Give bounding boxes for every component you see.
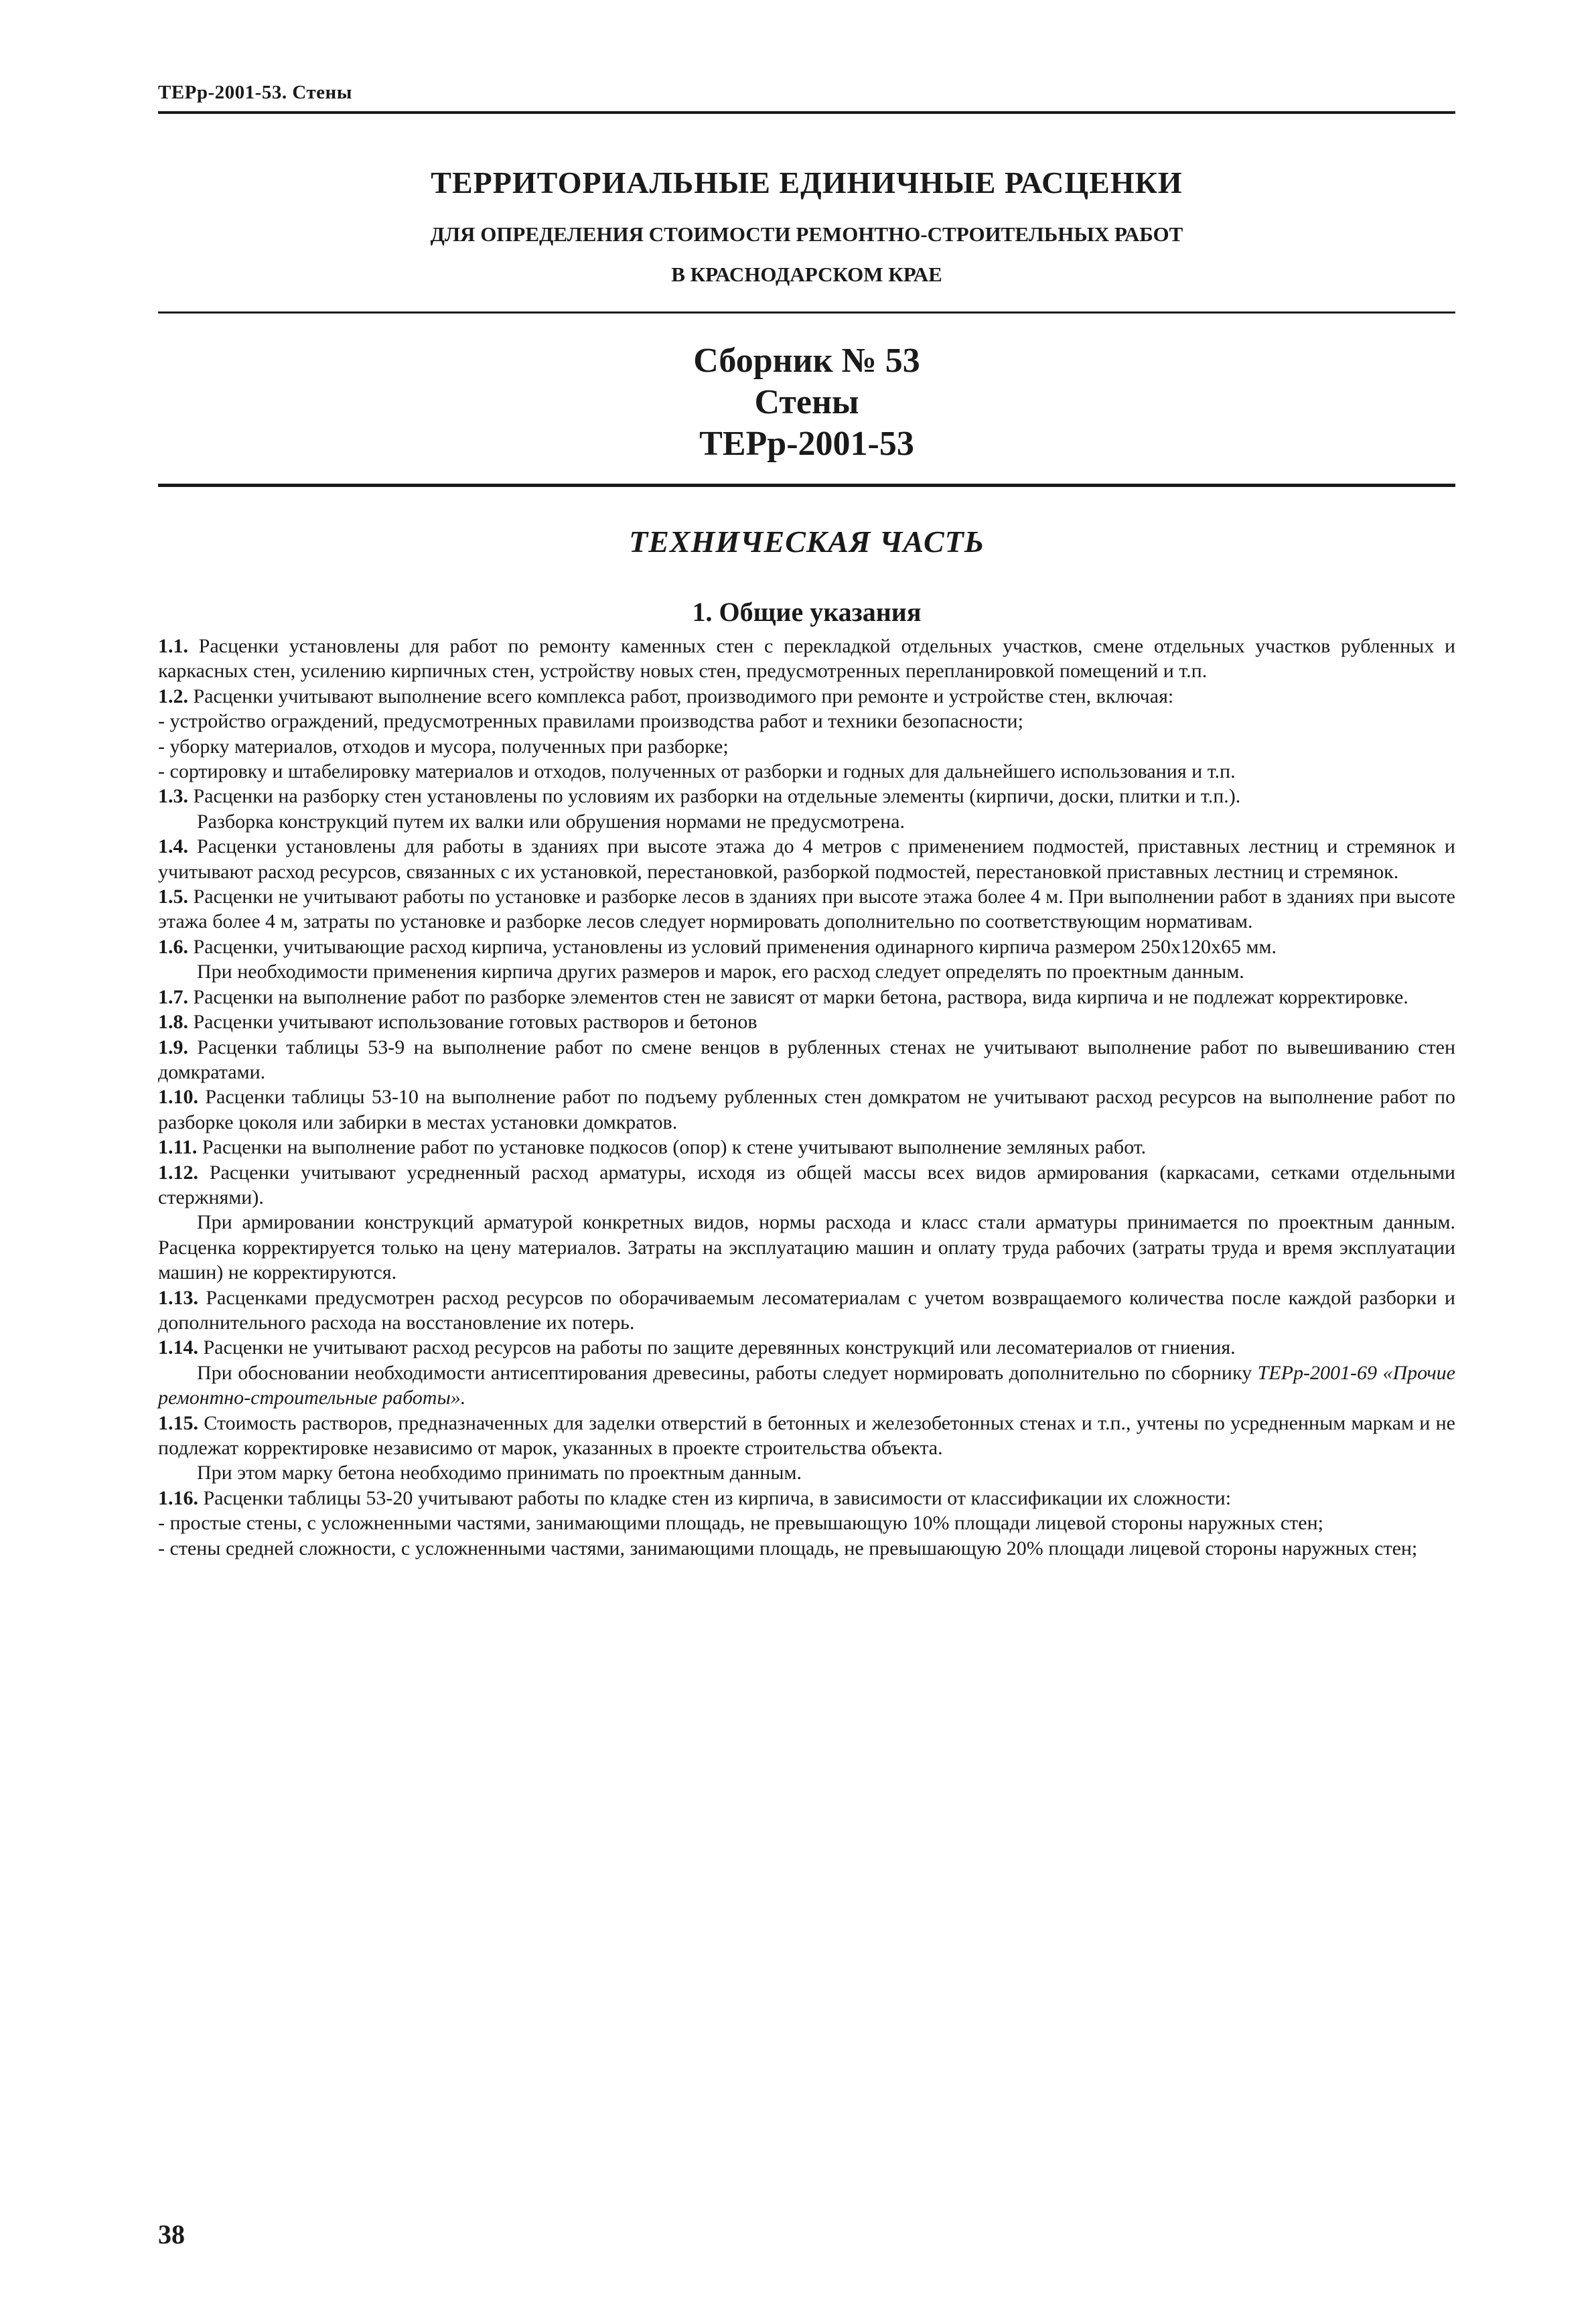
paragraph-text: уборку материалов, отходов и мусора, полученных при разборке; <box>165 735 729 758</box>
header-rule <box>158 111 1455 114</box>
paragraph <box>158 1486 1455 1511</box>
paragraph-text: Расценки на разборку стен установлены по условиям их разборки на отдельные элементы (кирпичи, доски, плитки и т.п.). <box>188 785 1241 808</box>
paragraph <box>158 1210 1455 1285</box>
paragraph-text: Расценки установлены для работы в зданиях при высоте этажа до 4 метров с применением подмостей, приставных лестниц и стремянок и учитывают расход ресурсов, связанных с их установкой, перестановкой, разборкой подмостей, перестановкой приставных лестниц и стремянок. <box>158 835 1455 883</box>
paragraph-text: Расценки таблицы 53-10 на выполнение работ по подъему рубленных стен домкратом не учитывают расход ресурсов на выполнение работ по разборке цоколя или забирки в местах установки домкратов. <box>158 1086 1455 1133</box>
paragraph-text: Расценки таблицы 53-9 на выполнение работ по смене венцов в рубленных стенах не учитывают выполнение работ по вывешиванию стен домкратами. <box>158 1036 1455 1083</box>
paragraph <box>158 834 1455 884</box>
paragraph-number: 1.15. <box>158 1411 198 1434</box>
paragraph-text: Расценки, учитывающие расход кирпича, установлены из условий применения одинарного кирпича размером 250х120х65 мм. <box>188 935 1277 958</box>
paragraph-number: 1.11. <box>158 1136 198 1159</box>
paragraph <box>158 1460 1455 1485</box>
paragraph-number: 1.14. <box>158 1336 198 1359</box>
paragraph-number: 1.1. <box>158 635 188 657</box>
paragraph-text: Расценки на выполнение работ по разборке элементов стен не зависят от марки бетона, раствора, вида кирпича и не подлежат корректировке. <box>188 985 1408 1008</box>
paragraph-text: Расценки таблицы 53-20 учитывают работы по кладке стен из кирпича, в зависимости от классификации их сложности: <box>198 1486 1232 1509</box>
subtitle-line-2: В КРАСНОДАРСКОМ КРАЕ <box>671 263 942 286</box>
paragraph-text: простые стены, с усложненными частями, занимающими площадь, не превышающую 10% площади лицевой стороны наружных стен; <box>165 1512 1323 1535</box>
main-title: ТЕРРИТОРИАЛЬНЫЕ ЕДИНИЧНЫЕ РАСЦЕНКИ <box>431 165 1183 200</box>
list-dash: - <box>158 1537 165 1559</box>
paragraph <box>158 809 1455 834</box>
list-dash: - <box>158 735 165 758</box>
paragraph <box>158 734 1455 759</box>
list-dash: - <box>158 760 165 783</box>
paragraph <box>158 634 1455 684</box>
paragraph-number: 1.4. <box>158 835 188 858</box>
paragraph-text: Расценки на выполнение работ по установке подкосов (опор) к стене учитывают выполнение земляных работ. <box>197 1136 1147 1159</box>
paragraph-text: Расценки учитывают выполнение всего комплекса работ, производимого при ремонте и устройстве стен, включая: <box>188 685 1174 707</box>
paragraph-text: При этом марку бетона необходимо принимать по проектным данным. <box>197 1462 802 1484</box>
paragraph-text: сортировку и штабелировку материалов и отходов, полученных от разборки и годных для дальнейшего использования и т.п. <box>165 760 1236 783</box>
body-text <box>158 634 1455 1561</box>
collection-rule <box>158 484 1455 487</box>
paragraph <box>158 684 1455 709</box>
paragraph <box>158 1360 1455 1411</box>
paragraph-text: устройство ограждений, предусмотренных правилами производства работ и техники безопасности; <box>165 710 1023 733</box>
paragraph <box>158 1511 1455 1535</box>
paragraph <box>158 1009 1455 1034</box>
paragraph-text: Расценки учитывают использование готовых растворов и бетонов <box>188 1011 757 1034</box>
paragraph <box>158 1335 1455 1360</box>
reference-title: ТЕРр-2001-69 «Прочие ремонтно-строительные работы». <box>158 1361 1455 1409</box>
list-dash: - <box>158 710 165 733</box>
paragraph <box>158 1411 1455 1461</box>
paragraph <box>158 934 1455 959</box>
paragraph-number: 1.7. <box>158 985 188 1008</box>
title-rule <box>158 311 1455 313</box>
paragraph-text: Расценками предусмотрен расход ресурсов по оборачиваемым лесоматериалам с учетом возвращаемого количества после каждой разборки и дополнительного расхода на восстановление их потерь. <box>158 1286 1455 1334</box>
paragraph <box>158 1536 1455 1561</box>
paragraph-number: 1.16. <box>158 1486 198 1509</box>
paragraph <box>158 1085 1455 1135</box>
section-title: 1. Общие указания <box>692 597 922 627</box>
collection-name: Стены <box>754 383 859 421</box>
paragraph <box>158 1135 1455 1160</box>
paragraph-number: 1.10. <box>158 1086 198 1109</box>
paragraph <box>158 784 1455 809</box>
collection-title <box>158 340 1455 465</box>
technical-part-heading: ТЕХНИЧЕСКАЯ ЧАСТЬ <box>629 525 985 559</box>
paragraph-text: Стоимость растворов, предназначенных для заделки отверстий в бетонных и железобетонных стенах и т.п., учтены по усредненным маркам и не подлежат корректировке независимо от марок, указанных в проекте строительства объекта. <box>158 1411 1455 1459</box>
paragraph-number: 1.13. <box>158 1286 198 1309</box>
paragraph <box>158 985 1455 1009</box>
paragraph <box>158 959 1455 984</box>
paragraph-number: 1.2. <box>158 685 188 707</box>
paragraph <box>158 1285 1455 1336</box>
paragraph-text: Расценки не учитывают расход ресурсов на работы по защите деревянных конструкций или лесоматериалов от гниения. <box>198 1336 1236 1359</box>
paragraph-text: При армировании конструкций арматурой конкретных видов, нормы расхода и класс стали арматуры принимается по проектным данным. Расценка корректируется только на цену материалов. Затраты на эксплуатацию машин и оплату труда рабочих (затраты труда и время эксплуатации машин) не корректируются. <box>158 1211 1455 1284</box>
paragraph <box>158 884 1455 934</box>
paragraph-text: Расценки учитывают усредненный расход арматуры, исходя из общей массы всех видов армирования (каркасами, сетками отдельными стержнями). <box>158 1161 1455 1208</box>
paragraph-number: 1.9. <box>158 1036 188 1058</box>
paragraph-text: Разборка конструкций путем их валки или обрушения нормами не предусмотрена. <box>197 810 905 833</box>
paragraph <box>158 1160 1455 1210</box>
collection-code: ТЕРр-2001-53 <box>699 425 914 463</box>
running-header: ТЕРр-2001-53. Стены <box>158 82 352 103</box>
paragraph-text: стены средней сложности, с усложненными частями, занимающими площадь, не превышающую 20% площади лицевой стороны наружных стен; <box>165 1537 1418 1559</box>
paragraph-text: Расценки не учитывают работы по установке и разборке лесов в зданиях при высоте этажа более 4 м. При выполнении работ в зданиях при высоте этажа более 4 м, затраты по установке и разборке лесов следует нормировать дополнительно по соответствующим нормативам. <box>158 886 1455 933</box>
paragraph-number: 1.8. <box>158 1011 188 1034</box>
paragraph-text: Расценки установлены для работ по ремонту каменных стен с перекладкой отдельных участков, смене отдельных участков рубленных и каркасных стен, усилению кирпичных стен, устройству новых стен, предусмотренных перепланировкой помещений и т.п. <box>158 635 1455 683</box>
paragraph <box>158 709 1455 734</box>
paragraph <box>158 1035 1455 1085</box>
page-number: 38 <box>158 2219 185 2249</box>
paragraph-number: 1.6. <box>158 935 188 958</box>
list-dash: - <box>158 1512 165 1535</box>
paragraph <box>158 759 1455 784</box>
subtitle-line-1: ДЛЯ ОПРЕДЕЛЕНИЯ СТОИМОСТИ РЕМОНТНО-СТРОИТЕЛЬНЫХ РАБОТ <box>430 222 1183 246</box>
paragraph-text: При необходимости применения кирпича других размеров и марок, его расход следует определять по проектным данным. <box>197 961 1244 983</box>
paragraph-number: 1.5. <box>158 886 188 908</box>
paragraph-number: 1.12. <box>158 1161 198 1184</box>
paragraph-number: 1.3. <box>158 785 188 808</box>
collection-number: Сборник № 53 <box>693 342 920 380</box>
paragraph-text: При обосновании необходимости антисептирования древесины, работы следует нормировать дополнительно по сборнику <box>197 1361 1258 1384</box>
